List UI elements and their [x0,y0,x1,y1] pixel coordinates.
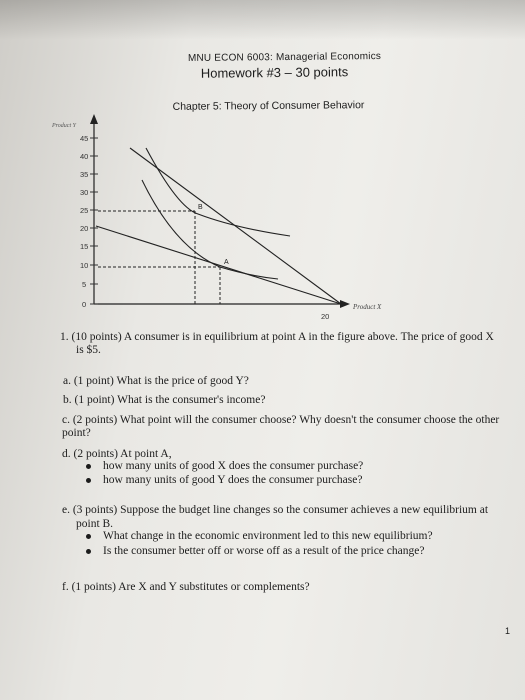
homework-title: Homework #3 – 30 points [200,64,349,81]
x-axis-label: Product X [353,303,382,311]
y-tick-25: 25 [80,206,89,215]
budget-line-2 [96,226,341,304]
question-f: f. (1 points) Are X and Y substitutes or complements? [62,581,310,593]
y-tick-10: 10 [80,261,89,270]
page-number: 1 [505,626,511,636]
bullet-icon [86,478,91,483]
y-tick-45: 45 [80,134,89,143]
bullet-icon [86,464,91,469]
y-axis-arrow [90,114,98,124]
question-e-line-1: e. (3 points) Suppose the budget line changes so the consumer achieves a new equilibrium at [62,504,489,516]
y-axis-label: Product Y [52,123,76,129]
question-d: d. (2 points) At point A, [62,448,172,460]
y-tick-20: 20 [80,224,89,233]
chapter-title: Chapter 5: Theory of Consumer Behavior [172,99,365,113]
question-e-bullet-2: Is the consumer better off or worse off as a result of the price change? [86,545,424,557]
question-a: a. (1 point) What is the price of good Y? [63,375,249,387]
indifference-curve-chart [50,108,410,328]
point-b-label: B [198,204,203,211]
question-e-line-2: point B. [76,518,114,530]
y-tick-40: 40 [80,152,89,161]
question-c-line-2: point? [62,427,91,439]
y-tick-5: 5 [82,280,87,289]
point-a-label: A [224,259,229,266]
course-title: MNU ECON 6003: Managerial Economics [187,50,382,65]
y-tick-0: 0 [82,300,87,309]
bullet-icon [86,534,91,539]
question-e-bullet-1: What change in the economic environment led to this new equilibrium? [86,530,433,542]
question-c-line-1: c. (2 points) What point will the consumer choose? Why doesn't the consumer choose the other [62,414,500,426]
y-tick-35: 35 [80,170,89,179]
question-d-bullet-1: how many units of good X does the consumer purchase? [86,460,363,472]
y-tick-30: 30 [80,188,89,197]
question-b: b. (1 point) What is the consumer's income? [63,394,266,406]
page-shadow [0,0,525,40]
y-tick-15: 15 [80,242,89,251]
question-1-line-1: 1. (10 points) A consumer is in equilibrium at point A in the figure above. The price of good X [60,331,494,343]
question-d-bullet-2: how many units of good Y does the consumer purchase? [86,474,362,486]
x-axis-arrow [340,300,350,308]
bullet-icon [86,549,91,554]
indifference-curve-low [142,180,278,279]
question-1-line-2: is $5. [76,344,101,356]
x-tick-20: 20 [321,312,330,321]
